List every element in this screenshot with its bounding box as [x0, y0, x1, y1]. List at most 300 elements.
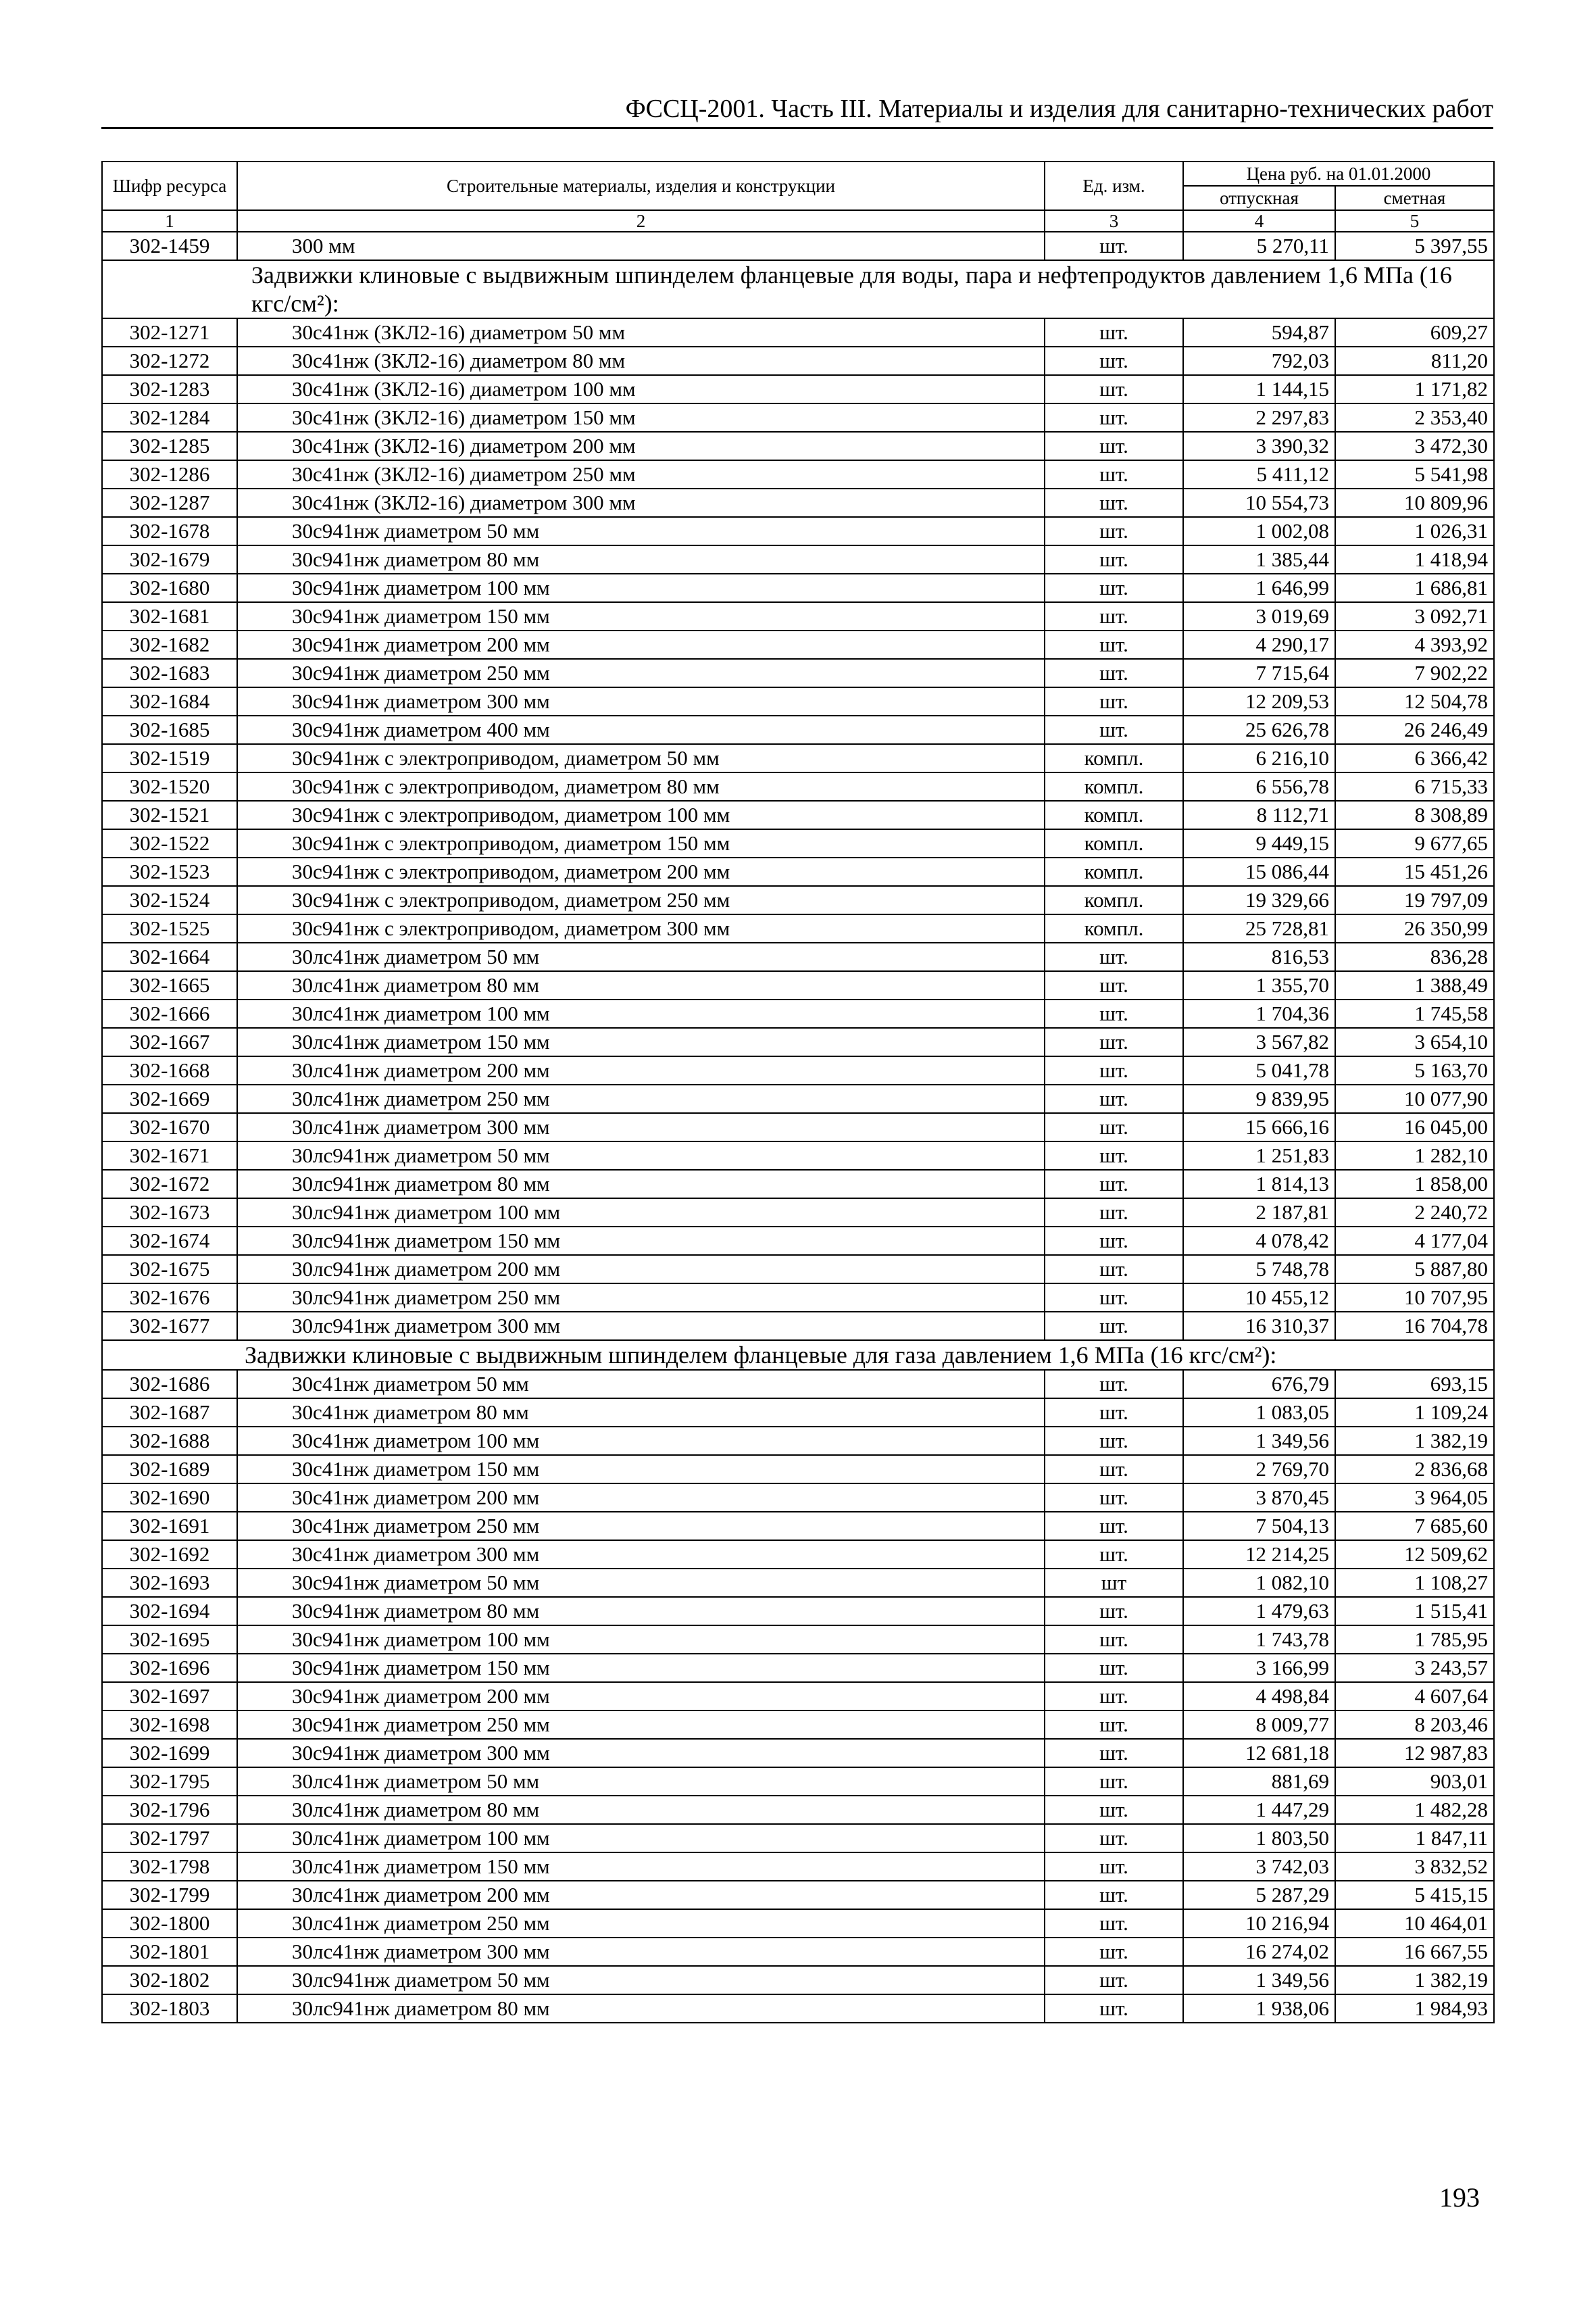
cell-release-price: 1 144,15	[1183, 375, 1335, 403]
cell-release-price: 7 715,64	[1183, 659, 1335, 687]
cell-estimate-price: 3 472,30	[1335, 432, 1494, 460]
cell-name: 30с941нж диаметром 100 мм	[237, 1625, 1045, 1654]
col-number: 1	[102, 210, 237, 232]
cell-name: 30лс941нж диаметром 300 мм	[237, 1312, 1045, 1340]
running-head: ФССЦ-2001. Часть III. Материалы и изделия для санитарно-технических работ	[625, 95, 1493, 123]
cell-release-price: 4 498,84	[1183, 1682, 1335, 1710]
cell-estimate-price: 19 797,09	[1335, 886, 1494, 914]
cell-code: 302-1802	[102, 1966, 237, 1994]
cell-estimate-price: 5 163,70	[1335, 1056, 1494, 1085]
cell-release-price: 3 390,32	[1183, 432, 1335, 460]
table-row	[102, 1000, 1494, 1028]
cell-unit: компл.	[1045, 829, 1183, 858]
col-header-price: Цена руб. на 01.01.2000	[1183, 162, 1494, 186]
cell-release-price: 3 742,03	[1183, 1852, 1335, 1881]
table-row	[102, 318, 1494, 347]
cell-name: 30лс41нж диаметром 100 мм	[237, 1824, 1045, 1852]
table-row	[102, 1028, 1494, 1056]
cell-unit: шт.	[1045, 232, 1183, 260]
cell-estimate-price: 1 785,95	[1335, 1625, 1494, 1654]
cell-code: 302-1677	[102, 1312, 237, 1340]
table-row	[102, 232, 1494, 260]
table-row	[102, 1540, 1494, 1569]
cell-release-price: 7 504,13	[1183, 1512, 1335, 1540]
cell-estimate-price: 4 393,92	[1335, 631, 1494, 659]
cell-name: 30с41нж диаметром 200 мм	[237, 1483, 1045, 1512]
table-row	[102, 687, 1494, 716]
cell-name: 30с941нж с электроприводом, диаметром 50 мм	[237, 744, 1045, 772]
cell-release-price: 1 814,13	[1183, 1170, 1335, 1198]
cell-estimate-price: 1 984,93	[1335, 1994, 1494, 2023]
cell-estimate-price: 1 745,58	[1335, 1000, 1494, 1028]
cell-code: 302-1271	[102, 318, 237, 347]
table-row	[102, 403, 1494, 432]
cell-estimate-price: 4 177,04	[1335, 1227, 1494, 1255]
cell-estimate-price: 5 541,98	[1335, 460, 1494, 489]
cell-unit: шт.	[1045, 1283, 1183, 1312]
cell-release-price: 8 112,71	[1183, 801, 1335, 829]
cell-name: 30с941нж диаметром 50 мм	[237, 1569, 1045, 1597]
cell-release-price: 1 355,70	[1183, 971, 1335, 1000]
cell-estimate-price: 1 109,24	[1335, 1398, 1494, 1427]
table-row	[102, 1654, 1494, 1682]
table-row	[102, 1255, 1494, 1283]
cell-code: 302-1694	[102, 1597, 237, 1625]
cell-release-price: 2 769,70	[1183, 1455, 1335, 1483]
price-table	[101, 161, 1495, 2023]
cell-code: 302-1674	[102, 1227, 237, 1255]
cell-estimate-price: 12 987,83	[1335, 1739, 1494, 1767]
cell-release-price: 1 385,44	[1183, 545, 1335, 574]
cell-name: 30с41нж диаметром 50 мм	[237, 1370, 1045, 1398]
cell-name: 30лс41нж диаметром 150 мм	[237, 1852, 1045, 1881]
cell-estimate-price: 16 704,78	[1335, 1312, 1494, 1340]
cell-estimate-price: 16 045,00	[1335, 1113, 1494, 1141]
cell-name: 30с41нж (ЗКЛ2-16) диаметром 300 мм	[237, 489, 1045, 517]
cell-estimate-price: 26 350,99	[1335, 914, 1494, 943]
cell-unit: шт.	[1045, 1512, 1183, 1540]
cell-unit: шт.	[1045, 1028, 1183, 1056]
table-row	[102, 489, 1494, 517]
cell-name: 30с941нж диаметром 200 мм	[237, 1682, 1045, 1710]
cell-unit: шт.	[1045, 545, 1183, 574]
cell-release-price: 1 251,83	[1183, 1141, 1335, 1170]
table-row	[102, 858, 1494, 886]
cell-name: 30с941нж диаметром 300 мм	[237, 1739, 1045, 1767]
cell-name: 30с41нж диаметром 80 мм	[237, 1398, 1045, 1427]
cell-release-price: 1 349,56	[1183, 1427, 1335, 1455]
cell-code: 302-1285	[102, 432, 237, 460]
cell-name: 30с941нж диаметром 200 мм	[237, 631, 1045, 659]
cell-release-price: 1 083,05	[1183, 1398, 1335, 1427]
cell-name: 30с41нж (ЗКЛ2-16) диаметром 150 мм	[237, 403, 1045, 432]
table-row	[102, 574, 1494, 602]
cell-name: 300 мм	[237, 232, 1045, 260]
header-rule	[101, 127, 1493, 129]
col-header-estimate: сметная	[1335, 186, 1494, 210]
cell-unit: шт.	[1045, 1966, 1183, 1994]
cell-release-price: 676,79	[1183, 1370, 1335, 1398]
cell-unit: шт.	[1045, 1767, 1183, 1796]
cell-name: 30с941нж диаметром 250 мм	[237, 1710, 1045, 1739]
cell-release-price: 15 666,16	[1183, 1113, 1335, 1141]
cell-unit: шт.	[1045, 1994, 1183, 2023]
cell-name: 30с941нж с электроприводом, диаметром 100 мм	[237, 801, 1045, 829]
section-title: Задвижки клиновые с выдвижным шпинделем фланцевые для воды, пара и нефтепродуктов давлением 1,6 МПа (16 кгс/см²):	[102, 260, 1494, 318]
cell-unit: шт.	[1045, 1654, 1183, 1682]
table-row	[102, 1824, 1494, 1852]
col-header-name: Строительные материалы, изделия и конструкции	[237, 162, 1045, 210]
table-row	[102, 801, 1494, 829]
cell-unit: шт.	[1045, 375, 1183, 403]
cell-name: 30лс41нж диаметром 200 мм	[237, 1056, 1045, 1085]
cell-code: 302-1797	[102, 1824, 237, 1852]
cell-release-price: 4 290,17	[1183, 631, 1335, 659]
table-row	[102, 347, 1494, 375]
cell-name: 30с941нж с электроприводом, диаметром 200 мм	[237, 858, 1045, 886]
cell-unit: шт.	[1045, 971, 1183, 1000]
cell-unit: шт.	[1045, 1255, 1183, 1283]
cell-estimate-price: 1 686,81	[1335, 574, 1494, 602]
cell-unit: шт.	[1045, 631, 1183, 659]
section-title: Задвижки клиновые с выдвижным шпинделем фланцевые для газа давлением 1,6 МПа (16 кгс/см²):	[102, 1340, 1494, 1370]
cell-code: 302-1698	[102, 1710, 237, 1739]
cell-estimate-price: 5 887,80	[1335, 1255, 1494, 1283]
cell-code: 302-1671	[102, 1141, 237, 1170]
cell-unit: шт.	[1045, 1540, 1183, 1569]
table-row	[102, 829, 1494, 858]
cell-estimate-price: 1 171,82	[1335, 375, 1494, 403]
table-row	[102, 517, 1494, 545]
cell-code: 302-1525	[102, 914, 237, 943]
table-row	[102, 1056, 1494, 1085]
cell-name: 30лс41нж диаметром 80 мм	[237, 971, 1045, 1000]
cell-release-price: 5 748,78	[1183, 1255, 1335, 1283]
cell-release-price: 5 270,11	[1183, 232, 1335, 260]
cell-name: 30лс941нж диаметром 50 мм	[237, 1966, 1045, 1994]
cell-estimate-price: 1 515,41	[1335, 1597, 1494, 1625]
cell-unit: шт.	[1045, 1398, 1183, 1427]
cell-unit: шт	[1045, 1569, 1183, 1597]
cell-estimate-price: 12 504,78	[1335, 687, 1494, 716]
cell-estimate-price: 3 092,71	[1335, 602, 1494, 631]
cell-code: 302-1682	[102, 631, 237, 659]
cell-name: 30лс41нж диаметром 200 мм	[237, 1881, 1045, 1909]
cell-name: 30с41нж диаметром 250 мм	[237, 1512, 1045, 1540]
cell-unit: шт.	[1045, 432, 1183, 460]
table-row	[102, 1370, 1494, 1398]
cell-code: 302-1798	[102, 1852, 237, 1881]
col-number: 2	[237, 210, 1045, 232]
table-row	[102, 1569, 1494, 1597]
cell-unit: шт.	[1045, 687, 1183, 716]
section-2	[102, 1340, 1494, 1370]
cell-unit: шт.	[1045, 1796, 1183, 1824]
cell-unit: шт.	[1045, 1227, 1183, 1255]
cell-release-price: 6 216,10	[1183, 744, 1335, 772]
col-header-code: Шифр ресурса	[102, 162, 237, 210]
table-row	[102, 432, 1494, 460]
cell-release-price: 10 216,94	[1183, 1909, 1335, 1938]
cell-code: 302-1680	[102, 574, 237, 602]
cell-name: 30с941нж диаметром 250 мм	[237, 659, 1045, 687]
cell-unit: шт.	[1045, 1141, 1183, 1170]
cell-name: 30с941нж диаметром 300 мм	[237, 687, 1045, 716]
cell-name: 30с41нж (ЗКЛ2-16) диаметром 50 мм	[237, 318, 1045, 347]
table-body-a	[102, 232, 1494, 260]
table-row	[102, 1141, 1494, 1170]
cell-code: 302-1685	[102, 716, 237, 744]
cell-name: 30с41нж диаметром 300 мм	[237, 1540, 1045, 1569]
cell-code: 302-1681	[102, 602, 237, 631]
cell-unit: шт.	[1045, 1198, 1183, 1227]
cell-code: 302-1668	[102, 1056, 237, 1085]
cell-release-price: 10 455,12	[1183, 1283, 1335, 1312]
cell-unit: шт.	[1045, 1682, 1183, 1710]
cell-release-price: 792,03	[1183, 347, 1335, 375]
cell-estimate-price: 903,01	[1335, 1767, 1494, 1796]
cell-release-price: 1 479,63	[1183, 1597, 1335, 1625]
cell-estimate-price: 1 858,00	[1335, 1170, 1494, 1198]
cell-estimate-price: 7 902,22	[1335, 659, 1494, 687]
cell-code: 302-1676	[102, 1283, 237, 1312]
table-row	[102, 1938, 1494, 1966]
cell-name: 30лс941нж диаметром 100 мм	[237, 1198, 1045, 1227]
cell-code: 302-1666	[102, 1000, 237, 1028]
cell-code: 302-1459	[102, 232, 237, 260]
cell-code: 302-1699	[102, 1739, 237, 1767]
table-row	[102, 1597, 1494, 1625]
cell-unit: шт.	[1045, 1739, 1183, 1767]
cell-code: 302-1684	[102, 687, 237, 716]
cell-name: 30с41нж (ЗКЛ2-16) диаметром 250 мм	[237, 460, 1045, 489]
cell-estimate-price: 12 509,62	[1335, 1540, 1494, 1569]
cell-code: 302-1521	[102, 801, 237, 829]
cell-code: 302-1673	[102, 1198, 237, 1227]
cell-estimate-price: 8 308,89	[1335, 801, 1494, 829]
cell-code: 302-1519	[102, 744, 237, 772]
cell-unit: шт.	[1045, 1170, 1183, 1198]
section-1	[102, 260, 1494, 318]
cell-release-price: 3 166,99	[1183, 1654, 1335, 1682]
cell-release-price: 881,69	[1183, 1767, 1335, 1796]
cell-release-price: 1 447,29	[1183, 1796, 1335, 1824]
cell-name: 30с941нж с электроприводом, диаметром 300 мм	[237, 914, 1045, 943]
cell-unit: шт.	[1045, 1483, 1183, 1512]
cell-release-price: 19 329,66	[1183, 886, 1335, 914]
cell-name: 30лс941нж диаметром 80 мм	[237, 1170, 1045, 1198]
table-row	[102, 602, 1494, 631]
cell-unit: компл.	[1045, 744, 1183, 772]
cell-name: 30лс941нж диаметром 250 мм	[237, 1283, 1045, 1312]
table-row	[102, 1710, 1494, 1739]
cell-release-price: 8 009,77	[1183, 1710, 1335, 1739]
cell-release-price: 16 274,02	[1183, 1938, 1335, 1966]
cell-release-price: 1 803,50	[1183, 1824, 1335, 1852]
cell-release-price: 15 086,44	[1183, 858, 1335, 886]
table-row	[102, 460, 1494, 489]
cell-code: 302-1686	[102, 1370, 237, 1398]
cell-code: 302-1524	[102, 886, 237, 914]
table-row	[102, 1796, 1494, 1824]
table-row	[102, 1198, 1494, 1227]
cell-unit: шт.	[1045, 1370, 1183, 1398]
table-row	[102, 1909, 1494, 1938]
table-row	[102, 659, 1494, 687]
cell-name: 30с941нж диаметром 100 мм	[237, 574, 1045, 602]
cell-name: 30с941нж диаметром 80 мм	[237, 1597, 1045, 1625]
cell-release-price: 16 310,37	[1183, 1312, 1335, 1340]
cell-release-price: 3 870,45	[1183, 1483, 1335, 1512]
cell-estimate-price: 811,20	[1335, 347, 1494, 375]
cell-unit: шт.	[1045, 1881, 1183, 1909]
table-row	[102, 1739, 1494, 1767]
cell-code: 302-1286	[102, 460, 237, 489]
cell-release-price: 10 554,73	[1183, 489, 1335, 517]
cell-unit: шт.	[1045, 943, 1183, 971]
cell-estimate-price: 2 353,40	[1335, 403, 1494, 432]
table-body-c	[102, 1370, 1494, 2023]
cell-release-price: 5 411,12	[1183, 460, 1335, 489]
cell-unit: компл.	[1045, 772, 1183, 801]
cell-unit: компл.	[1045, 914, 1183, 943]
cell-code: 302-1522	[102, 829, 237, 858]
table-row	[102, 545, 1494, 574]
col-number: 5	[1335, 210, 1494, 232]
cell-unit: шт.	[1045, 1312, 1183, 1340]
cell-code: 302-1800	[102, 1909, 237, 1938]
cell-unit: шт.	[1045, 1625, 1183, 1654]
table-row	[102, 375, 1494, 403]
cell-code: 302-1679	[102, 545, 237, 574]
cell-code: 302-1796	[102, 1796, 237, 1824]
cell-unit: шт.	[1045, 716, 1183, 744]
cell-estimate-price: 1 418,94	[1335, 545, 1494, 574]
cell-unit: шт.	[1045, 1909, 1183, 1938]
table-row	[102, 716, 1494, 744]
cell-name: 30лс941нж диаметром 50 мм	[237, 1141, 1045, 1170]
cell-release-price: 12 681,18	[1183, 1739, 1335, 1767]
cell-unit: шт.	[1045, 1710, 1183, 1739]
table-row	[102, 1767, 1494, 1796]
cell-estimate-price: 7 685,60	[1335, 1512, 1494, 1540]
table-row	[102, 1085, 1494, 1113]
cell-release-price: 25 626,78	[1183, 716, 1335, 744]
table-row	[102, 744, 1494, 772]
cell-estimate-price: 1 108,27	[1335, 1569, 1494, 1597]
cell-unit: шт.	[1045, 1852, 1183, 1881]
cell-release-price: 1 082,10	[1183, 1569, 1335, 1597]
cell-unit: шт.	[1045, 489, 1183, 517]
cell-unit: шт.	[1045, 1938, 1183, 1966]
cell-estimate-price: 2 240,72	[1335, 1198, 1494, 1227]
cell-code: 302-1801	[102, 1938, 237, 1966]
cell-name: 30лс41нж диаметром 300 мм	[237, 1113, 1045, 1141]
cell-name: 30лс41нж диаметром 250 мм	[237, 1085, 1045, 1113]
cell-estimate-price: 1 382,19	[1335, 1427, 1494, 1455]
table-row	[102, 1512, 1494, 1540]
cell-unit: шт.	[1045, 1455, 1183, 1483]
cell-unit: компл.	[1045, 886, 1183, 914]
cell-release-price: 1 349,56	[1183, 1966, 1335, 1994]
cell-estimate-price: 16 667,55	[1335, 1938, 1494, 1966]
cell-code: 302-1690	[102, 1483, 237, 1512]
cell-name: 30с941нж диаметром 80 мм	[237, 545, 1045, 574]
cell-code: 302-1687	[102, 1398, 237, 1427]
cell-unit: шт.	[1045, 1427, 1183, 1455]
col-number: 3	[1045, 210, 1183, 232]
cell-estimate-price: 3 243,57	[1335, 1654, 1494, 1682]
cell-unit: шт.	[1045, 574, 1183, 602]
cell-unit: шт.	[1045, 1085, 1183, 1113]
cell-estimate-price: 609,27	[1335, 318, 1494, 347]
cell-estimate-price: 1 482,28	[1335, 1796, 1494, 1824]
cell-estimate-price: 26 246,49	[1335, 716, 1494, 744]
cell-name: 30с941нж с электроприводом, диаметром 250 мм	[237, 886, 1045, 914]
cell-estimate-price: 836,28	[1335, 943, 1494, 971]
table-row	[102, 1455, 1494, 1483]
table-body-b	[102, 318, 1494, 1340]
cell-name: 30с941нж с электроприводом, диаметром 150 мм	[237, 829, 1045, 858]
cell-estimate-price: 6 366,42	[1335, 744, 1494, 772]
cell-unit: шт.	[1045, 602, 1183, 631]
cell-estimate-price: 6 715,33	[1335, 772, 1494, 801]
cell-release-price: 1 002,08	[1183, 517, 1335, 545]
cell-release-price: 1 938,06	[1183, 1994, 1335, 2023]
col-header-release: отпускная	[1183, 186, 1335, 210]
cell-release-price: 2 187,81	[1183, 1198, 1335, 1227]
cell-code: 302-1664	[102, 943, 237, 971]
table-row	[102, 1852, 1494, 1881]
cell-release-price: 5 287,29	[1183, 1881, 1335, 1909]
cell-estimate-price: 1 388,49	[1335, 971, 1494, 1000]
cell-unit: шт.	[1045, 403, 1183, 432]
cell-code: 302-1692	[102, 1540, 237, 1569]
cell-name: 30лс41нж диаметром 80 мм	[237, 1796, 1045, 1824]
cell-release-price: 25 728,81	[1183, 914, 1335, 943]
cell-code: 302-1696	[102, 1654, 237, 1682]
cell-unit: шт.	[1045, 659, 1183, 687]
table-row	[102, 943, 1494, 971]
cell-estimate-price: 3 654,10	[1335, 1028, 1494, 1056]
cell-code: 302-1669	[102, 1085, 237, 1113]
cell-estimate-price: 1 282,10	[1335, 1141, 1494, 1170]
table-row	[102, 631, 1494, 659]
cell-name: 30лс41нж диаметром 50 мм	[237, 1767, 1045, 1796]
cell-unit: шт.	[1045, 517, 1183, 545]
cell-name: 30с41нж диаметром 100 мм	[237, 1427, 1045, 1455]
cell-name: 30с41нж (ЗКЛ2-16) диаметром 200 мм	[237, 432, 1045, 460]
cell-name: 30лс41нж диаметром 150 мм	[237, 1028, 1045, 1056]
cell-code: 302-1667	[102, 1028, 237, 1056]
cell-release-price: 4 078,42	[1183, 1227, 1335, 1255]
table-row	[102, 914, 1494, 943]
cell-estimate-price: 5 397,55	[1335, 232, 1494, 260]
table-row	[102, 1994, 1494, 2023]
cell-code: 302-1284	[102, 403, 237, 432]
cell-name: 30с941нж диаметром 400 мм	[237, 716, 1045, 744]
cell-code: 302-1697	[102, 1682, 237, 1710]
cell-estimate-price: 4 607,64	[1335, 1682, 1494, 1710]
table-row	[102, 971, 1494, 1000]
cell-unit: шт.	[1045, 1824, 1183, 1852]
cell-estimate-price: 5 415,15	[1335, 1881, 1494, 1909]
cell-unit: шт.	[1045, 1113, 1183, 1141]
table-row	[102, 886, 1494, 914]
cell-release-price: 2 297,83	[1183, 403, 1335, 432]
cell-code: 302-1665	[102, 971, 237, 1000]
table-row	[102, 1682, 1494, 1710]
